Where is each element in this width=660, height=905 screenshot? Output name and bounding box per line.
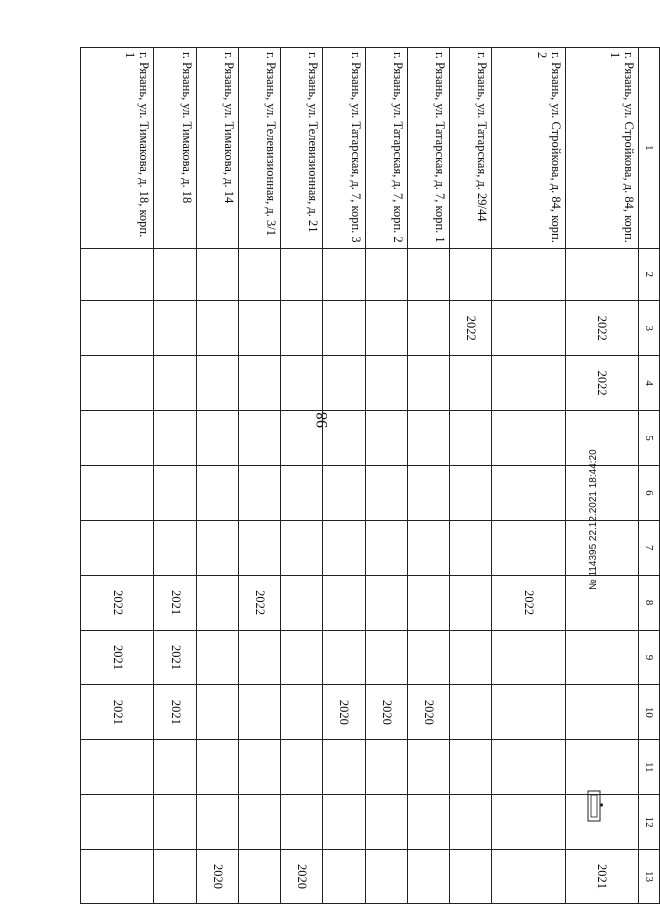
address-cell: г. Рязань, ул. Татарская, д. 7, корп. 3 (323, 48, 365, 249)
year-cell-col9 (238, 630, 280, 685)
year-cell-col7 (196, 520, 238, 575)
year-cell-col11 (196, 740, 238, 795)
column-header-12: 12 (639, 795, 660, 850)
government-emblem-icon (586, 785, 604, 825)
table-row (365, 48, 407, 904)
year-cell-col11 (323, 740, 365, 795)
address-cell: г. Рязань, ул. Стройкова, д. 84, корп. 1 (565, 48, 638, 249)
year-cell-col5 (492, 411, 565, 466)
address-cell: г. Рязань, ул. Татарская, д. 7, корп. 1 (407, 48, 449, 249)
year-cell-col6 (281, 465, 323, 520)
year-cell-col5 (450, 411, 492, 466)
year-cell-col9 (281, 630, 323, 685)
year-cell-col2 (154, 248, 196, 301)
year-cell-col10: 2020 (365, 685, 407, 740)
year-cell-col2 (281, 248, 323, 301)
year-cell-col13 (450, 850, 492, 904)
year-cell-col4: 2022 (565, 356, 638, 411)
year-cell-col13 (81, 850, 154, 904)
year-cell-col8 (450, 575, 492, 630)
year-cell-col4 (365, 356, 407, 411)
year-cell-col13 (323, 850, 365, 904)
year-cell-col12 (81, 795, 154, 850)
address-cell: г. Рязань, ул. Стройкова, д. 84, корп. 2 (492, 48, 565, 249)
year-cell-col8 (407, 575, 449, 630)
year-cell-col13: 2020 (196, 850, 238, 904)
year-cell-col10 (565, 685, 638, 740)
year-cell-col6 (450, 465, 492, 520)
year-cell-col3 (154, 301, 196, 356)
column-header-11: 11 (639, 740, 660, 795)
column-header-10: 10 (639, 685, 660, 740)
year-cell-col5 (365, 411, 407, 466)
year-cell-col9: 2021 (154, 630, 196, 685)
year-cell-col5 (238, 411, 280, 466)
table-row (281, 48, 323, 904)
column-header-13: 13 (639, 850, 660, 904)
year-cell-col3 (323, 301, 365, 356)
registration-stamp: № 114395 22.12.2021 18:44:20 (588, 449, 599, 590)
year-cell-col12 (196, 795, 238, 850)
schedule-table (80, 47, 660, 904)
column-header-2: 2 (639, 248, 660, 301)
table-row (238, 48, 280, 904)
year-cell-col7 (323, 520, 365, 575)
year-cell-col5 (81, 411, 154, 466)
year-cell-col4 (323, 356, 365, 411)
year-cell-col6 (492, 465, 565, 520)
column-header-6: 6 (639, 465, 660, 520)
year-cell-col3 (492, 301, 565, 356)
year-cell-col8: 2022 (238, 575, 280, 630)
year-cell-col10: 2021 (154, 685, 196, 740)
year-cell-col6 (81, 465, 154, 520)
year-cell-col4 (238, 356, 280, 411)
year-cell-col6 (365, 465, 407, 520)
table-body (81, 48, 639, 904)
year-cell-col5 (154, 411, 196, 466)
year-cell-col6 (323, 465, 365, 520)
address-cell: г. Рязань, ул. Телевизионная, д. 3/1 (238, 48, 280, 249)
year-cell-col7 (450, 520, 492, 575)
year-cell-col8 (281, 575, 323, 630)
year-cell-col3: 2022 (450, 301, 492, 356)
year-cell-col8: 2021 (154, 575, 196, 630)
address-cell: г. Рязань, ул. Тимакова, д. 18, корп. 1 (81, 48, 154, 249)
year-cell-col4 (281, 356, 323, 411)
year-cell-col9 (565, 630, 638, 685)
year-cell-col3 (407, 301, 449, 356)
year-cell-col3 (365, 301, 407, 356)
address-cell: г. Рязань, ул. Татарская, д. 7, корп. 2 (365, 48, 407, 249)
year-cell-col10: 2020 (323, 685, 365, 740)
year-cell-col12 (365, 795, 407, 850)
table-frame (80, 47, 660, 904)
year-cell-col2 (81, 248, 154, 301)
year-cell-col5 (281, 411, 323, 466)
rotated-table (80, 47, 660, 904)
year-cell-col4 (492, 356, 565, 411)
header-row (639, 48, 660, 904)
year-cell-col2 (365, 248, 407, 301)
table-row (154, 48, 196, 904)
year-cell-col2 (450, 248, 492, 301)
table-row (450, 48, 492, 904)
year-cell-col6 (238, 465, 280, 520)
year-cell-col4 (450, 356, 492, 411)
year-cell-col12 (238, 795, 280, 850)
year-cell-col11 (281, 740, 323, 795)
year-cell-col12 (492, 795, 565, 850)
year-cell-col12 (407, 795, 449, 850)
year-cell-col8 (365, 575, 407, 630)
year-cell-col11 (492, 740, 565, 795)
year-cell-col10 (450, 685, 492, 740)
year-cell-col2 (323, 248, 365, 301)
year-cell-col9 (323, 630, 365, 685)
year-cell-col6 (154, 465, 196, 520)
year-cell-col7 (281, 520, 323, 575)
year-cell-col10: 2020 (407, 685, 449, 740)
year-cell-col6 (407, 465, 449, 520)
year-cell-col12 (281, 795, 323, 850)
year-cell-col3 (238, 301, 280, 356)
year-cell-col11 (81, 740, 154, 795)
year-cell-col3 (281, 301, 323, 356)
table-row (492, 48, 565, 904)
year-cell-col8: 2022 (81, 575, 154, 630)
year-cell-col12 (154, 795, 196, 850)
year-cell-col8 (323, 575, 365, 630)
year-cell-col7 (81, 520, 154, 575)
table-row (196, 48, 238, 904)
year-cell-col13 (238, 850, 280, 904)
year-cell-col2 (407, 248, 449, 301)
year-cell-col2 (196, 248, 238, 301)
year-cell-col4 (154, 356, 196, 411)
year-cell-col13 (365, 850, 407, 904)
column-header-9: 9 (639, 630, 660, 685)
address-cell: г. Рязань, ул. Татарская, д. 29/44 (450, 48, 492, 249)
year-cell-col9: 2021 (81, 630, 154, 685)
column-header-7: 7 (639, 520, 660, 575)
year-cell-col2 (492, 248, 565, 301)
year-cell-col9 (407, 630, 449, 685)
year-cell-col12 (450, 795, 492, 850)
year-cell-col11 (407, 740, 449, 795)
year-cell-col9 (450, 630, 492, 685)
column-header-8: 8 (639, 575, 660, 630)
table-row (323, 48, 365, 904)
year-cell-col10: 2021 (81, 685, 154, 740)
year-cell-col9 (492, 630, 565, 685)
year-cell-col8 (196, 575, 238, 630)
year-cell-col10 (281, 685, 323, 740)
year-cell-col7 (154, 520, 196, 575)
year-cell-col10 (238, 685, 280, 740)
year-cell-col6 (196, 465, 238, 520)
year-cell-col2 (565, 248, 638, 301)
column-header-1: 1 (639, 48, 660, 249)
year-cell-col13 (407, 850, 449, 904)
year-cell-col5 (407, 411, 449, 466)
year-cell-col3 (81, 301, 154, 356)
year-cell-col4 (81, 356, 154, 411)
table-row (407, 48, 449, 904)
year-cell-col13: 2020 (281, 850, 323, 904)
address-cell: г. Рязань, ул. Телевизионная, д. 21 (281, 48, 323, 249)
year-cell-col8: 2022 (492, 575, 565, 630)
column-header-4: 4 (639, 356, 660, 411)
year-cell-col13 (154, 850, 196, 904)
year-cell-col13 (492, 850, 565, 904)
year-cell-col4 (196, 356, 238, 411)
year-cell-col2 (238, 248, 280, 301)
year-cell-col9 (196, 630, 238, 685)
page-number: 98 (314, 412, 331, 428)
year-cell-col5 (196, 411, 238, 466)
year-cell-col3: 2022 (565, 301, 638, 356)
year-cell-col11 (238, 740, 280, 795)
year-cell-col11 (450, 740, 492, 795)
address-cell: г. Рязань, ул. Тимакова, д. 14 (196, 48, 238, 249)
year-cell-col11 (154, 740, 196, 795)
year-cell-col7 (407, 520, 449, 575)
year-cell-col9 (365, 630, 407, 685)
year-cell-col5 (323, 411, 365, 466)
year-cell-col3 (196, 301, 238, 356)
address-cell: г. Рязань, ул. Тимакова, д. 18 (154, 48, 196, 249)
year-cell-col7 (238, 520, 280, 575)
year-cell-col12 (323, 795, 365, 850)
year-cell-col4 (407, 356, 449, 411)
table-row (81, 48, 154, 904)
year-cell-col13: 2021 (565, 850, 638, 904)
year-cell-col7 (365, 520, 407, 575)
year-cell-col7 (492, 520, 565, 575)
year-cell-col10 (492, 685, 565, 740)
year-cell-col10 (196, 685, 238, 740)
column-header-3: 3 (639, 301, 660, 356)
column-header-5: 5 (639, 411, 660, 466)
year-cell-col11 (365, 740, 407, 795)
